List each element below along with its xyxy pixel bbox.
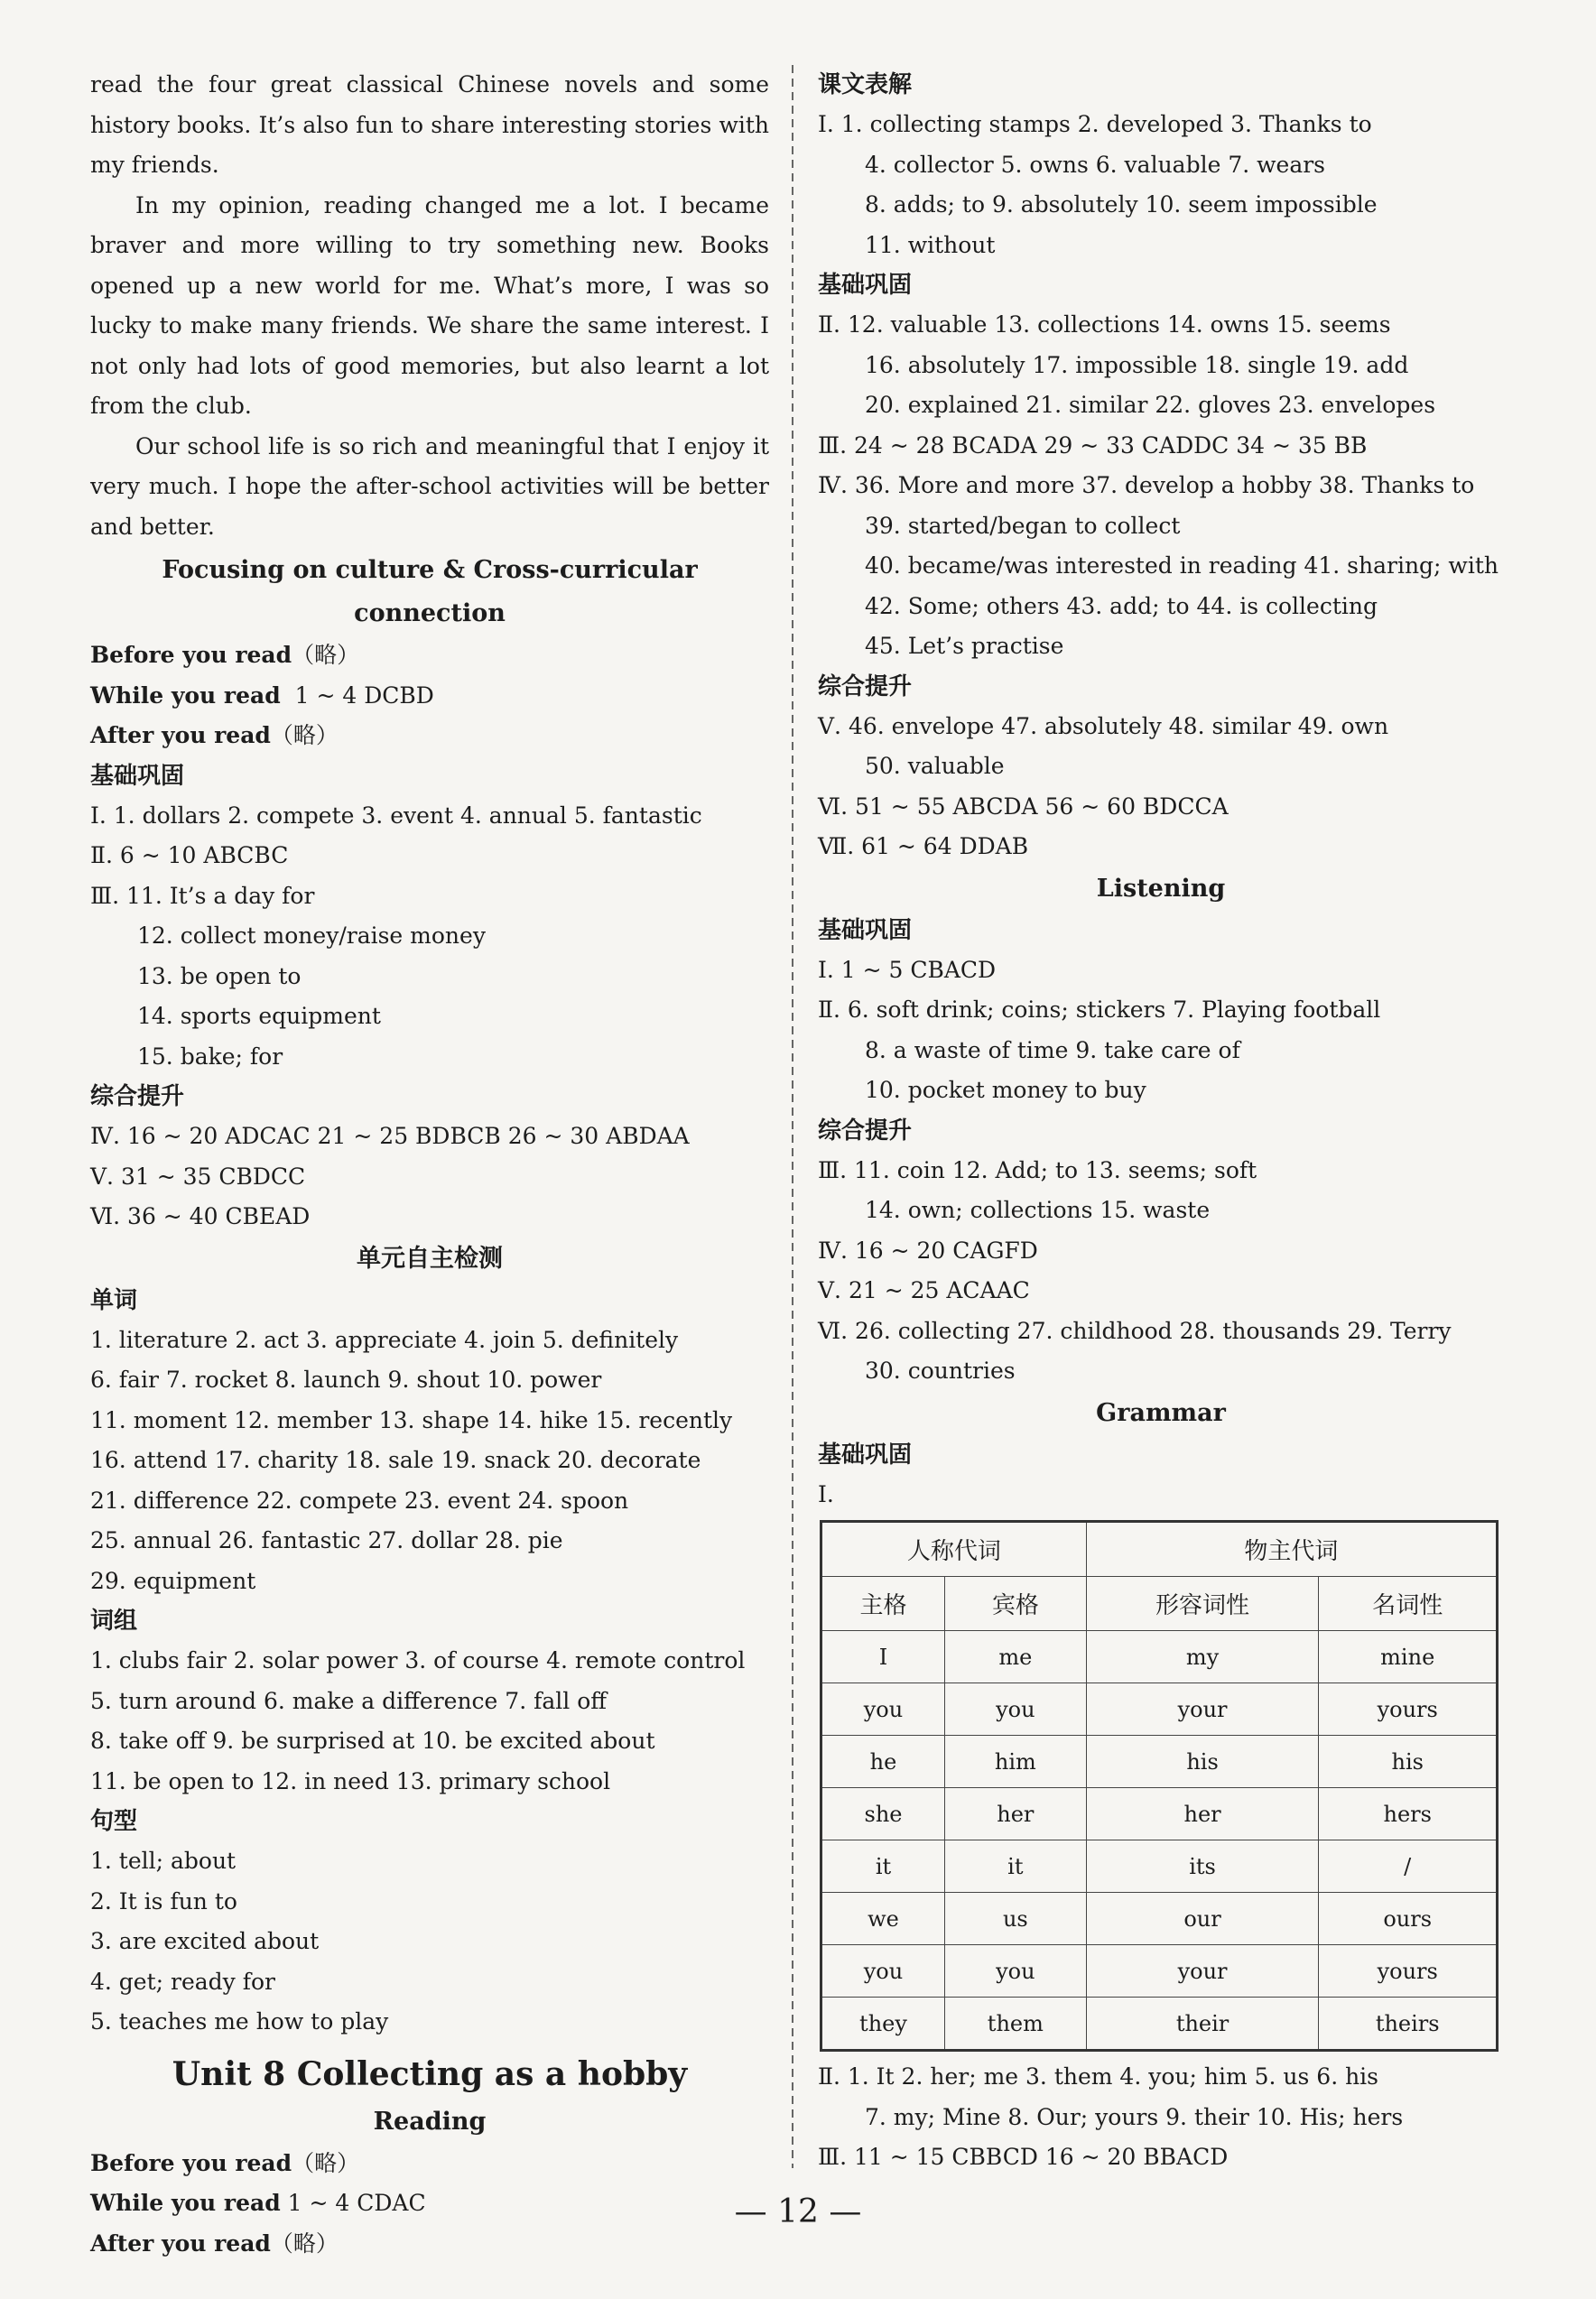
table-cell: her xyxy=(1086,1788,1319,1840)
table-cell: yours xyxy=(1319,1683,1498,1736)
answer-line: 3. are excited about xyxy=(90,1928,320,1954)
heading-basic: 基础巩固 xyxy=(818,916,913,944)
essay-paragraph: read the four great classical Chinese novels and some history books. It’s also fun to share interesting stories with my friends. xyxy=(90,71,769,178)
heading-basic: 基础巩固 xyxy=(818,272,913,299)
heading-comprehensive: 综合提升 xyxy=(90,1083,185,1110)
answer-line: 5. teaches me how to play xyxy=(90,2008,389,2035)
answer-line: 2. It is fun to xyxy=(90,1887,237,1914)
heading-words: 单词 xyxy=(90,1286,138,1314)
answer-line: 1. clubs fair 2. solar power 3. of course 4. remote control xyxy=(90,1647,746,1673)
column-divider xyxy=(792,65,793,2168)
heading-comprehensive: 综合提升 xyxy=(818,672,913,700)
label-before-you-read: Before you read xyxy=(90,2149,292,2176)
heading-basic: 基础巩固 xyxy=(818,1441,913,1469)
answer-line: 14. own; collections 15. waste xyxy=(865,1197,1211,1223)
table-cell: my xyxy=(1086,1631,1319,1683)
answer-line: Ⅰ. 1. collecting stamps 2. developed 3. Thanks to xyxy=(818,111,1372,137)
essay-paragraph: Our school life is so rich and meaningful that I enjoy it very much. I hope the after-school activities will be better and better. xyxy=(90,432,769,540)
table-cell: she xyxy=(821,1788,945,1840)
answer-line: 45. Let’s practise xyxy=(865,633,1064,659)
label-while-you-read: While you read xyxy=(90,681,281,709)
table-group-header: 物主代词 xyxy=(1086,1522,1497,1577)
answer-line: 40. became/was interested in reading 41. sharing; with xyxy=(865,552,1499,579)
table-cell: me xyxy=(944,1631,1086,1683)
table-cell: you xyxy=(821,1683,945,1736)
label-after-you-read: After you read xyxy=(90,2229,271,2257)
answer-line: Ⅰ. xyxy=(818,1480,834,1507)
table-cell: him xyxy=(944,1736,1086,1788)
answer-before-you-read: （略） xyxy=(292,642,360,668)
answer-line: Ⅳ. 36. More and more 37. develop a hobby 38. Thanks to xyxy=(818,472,1475,498)
answer-line: Ⅴ. 21 ~ 25 ACAAC xyxy=(818,1277,1030,1303)
answer-line: Ⅰ. 1. dollars 2. compete 3. event 4. annual 5. fantastic xyxy=(90,802,702,829)
answer-line: 42. Some; others 43. add; to 44. is collecting xyxy=(865,592,1378,619)
table-cell: your xyxy=(1086,1945,1319,1998)
answer-line: 11. be open to 12. in need 13. primary school xyxy=(90,1767,611,1794)
right-column xyxy=(818,65,1504,2178)
answer-line: 8. adds; to 9. absolutely 10. seem impossible xyxy=(865,191,1378,218)
table-cell: you xyxy=(944,1683,1086,1736)
table-row xyxy=(821,1683,1498,1736)
answer-line: Ⅵ. 51 ~ 55 ABCDA 56 ~ 60 BDCCA xyxy=(818,793,1229,820)
answer-line: 13. be open to xyxy=(137,962,302,989)
section-title-reading: Reading xyxy=(373,2107,487,2136)
table-cell: I xyxy=(821,1631,945,1683)
answer-line: 1. literature 2. act 3. appreciate 4. join 5. definitely xyxy=(90,1326,679,1353)
label-after-you-read: After you read xyxy=(90,722,271,748)
answer-after-you-read: （略） xyxy=(270,2229,339,2257)
table-column-header: 宾格 xyxy=(944,1577,1086,1631)
pronoun-table xyxy=(820,1520,1499,2052)
table-cell: our xyxy=(1086,1893,1319,1945)
answer-line: 21. difference 22. compete 23. event 24. spoon xyxy=(90,1487,629,1514)
table-cell: it xyxy=(944,1840,1086,1893)
heading-sentences: 句型 xyxy=(90,1808,138,1835)
answer-line: 8. a waste of time 9. take care of xyxy=(865,1036,1240,1063)
answer-line: 8. take off 9. be surprised at 10. be excited about xyxy=(90,1728,655,1754)
table-cell: hers xyxy=(1319,1788,1498,1840)
table-column-header: 主格 xyxy=(821,1577,945,1631)
answer-line: 25. annual 26. fantastic 27. dollar 28. pie xyxy=(90,1527,563,1553)
answer-line: 4. get; ready for xyxy=(90,1968,275,1995)
answer-line: 14. sports equipment xyxy=(137,1003,381,1029)
answer-line: Ⅱ. 12. valuable 13. collections 14. owns 15. seems xyxy=(818,311,1391,338)
table-row xyxy=(821,1840,1498,1893)
table-cell: your xyxy=(1086,1683,1319,1736)
answer-line: Ⅱ. 1. It 2. her; me 3. them 4. you; him 5. us 6. his xyxy=(818,2063,1379,2090)
section-title-listening: Listening xyxy=(1096,874,1226,903)
answer-line: 16. absolutely 17. impossible 18. single 19. add xyxy=(865,351,1409,378)
answer-line: Ⅲ. 24 ~ 28 BCADA 29 ~ 33 CADDC 34 ~ 35 BB xyxy=(818,431,1368,459)
answer-line: 11. without xyxy=(865,231,996,258)
table-cell: theirs xyxy=(1319,1998,1498,2051)
essay-paragraph: In my opinion, reading changed me a lot. I became braver and more willing to try something new. Books opened up a new world for me. What’s more, I was so lucky to make many friends. We share the same interest. I not only had lots of good memories, but also learnt a lot from the club. xyxy=(90,191,769,419)
heading-comprehensive: 综合提升 xyxy=(818,1117,913,1145)
answer-line: 5. turn around 6. make a difference 7. fall off xyxy=(90,1687,608,1714)
answer-line: 11. moment 12. member 13. shape 14. hike 15. recently xyxy=(90,1406,733,1433)
table-row xyxy=(821,1631,1498,1683)
answer-line: 29. equipment xyxy=(90,1567,256,1594)
answer-line: Ⅲ. 11 ~ 15 CBBCD 16 ~ 20 BBACD xyxy=(818,2144,1229,2170)
answer-line: 10. pocket money to buy xyxy=(865,1077,1146,1103)
table-cell: ours xyxy=(1319,1893,1498,1945)
table-cell: her xyxy=(944,1788,1086,1840)
label-while-you-read: While you read xyxy=(90,2190,281,2216)
answer-line: Ⅳ. 16 ~ 20 CAGFD xyxy=(818,1237,1038,1264)
heading-text-explain: 课文表解 xyxy=(818,71,913,98)
heading-basic: 基础巩固 xyxy=(90,762,185,790)
essay-text xyxy=(90,65,769,547)
table-column-header: 名词性 xyxy=(1319,1577,1498,1631)
table-cell: their xyxy=(1086,1998,1319,2051)
table-cell: you xyxy=(944,1945,1086,1998)
table-cell: mine xyxy=(1319,1631,1498,1683)
table-cell: it xyxy=(821,1840,945,1893)
answer-line: 1. tell; about xyxy=(90,1848,237,1874)
answer-line: Ⅴ. 31 ~ 35 CBDCC xyxy=(90,1163,306,1190)
section-title-self-test: 单元自主检测 xyxy=(357,1244,503,1273)
answer-line: Ⅳ. 16 ~ 20 ADCAC 21 ~ 25 BDBCB 26 ~ 30 ABDAA xyxy=(90,1123,690,1149)
table-group-header: 人称代词 xyxy=(821,1522,1087,1577)
answer-line: 50. valuable xyxy=(865,753,1005,779)
page-number: — 12 — xyxy=(734,2193,862,2230)
answer-while-you-read: 1 ~ 4 CDAC xyxy=(287,2190,426,2216)
table-body xyxy=(821,1631,1498,2051)
table-row xyxy=(821,1998,1498,2051)
answer-line: Ⅴ. 46. envelope 47. absolutely 48. similar 49. own xyxy=(818,712,1389,739)
answer-line: 15. bake; for xyxy=(137,1043,283,1070)
answer-line: 30. countries xyxy=(865,1358,1016,1384)
answer-line: 39. started/began to collect xyxy=(865,512,1181,539)
answer-while-you-read: 1 ~ 4 DCBD xyxy=(294,681,434,709)
table-column-header: 形容词性 xyxy=(1086,1577,1319,1631)
answer-line: 4. collector 5. owns 6. valuable 7. wears xyxy=(865,151,1326,178)
table-cell: his xyxy=(1319,1736,1498,1788)
table-row xyxy=(821,1893,1498,1945)
table-row xyxy=(821,1736,1498,1788)
answer-line: 16. attend 17. charity 18. sale 19. snack 20. decorate xyxy=(90,1447,701,1473)
unit-title: Unit 8 Collecting as a hobby xyxy=(172,2054,688,2093)
answer-line: 20. explained 21. similar 22. gloves 23. envelopes xyxy=(865,392,1436,418)
section-title-focus: Focusing on culture & Cross-curricular connection xyxy=(162,556,698,627)
section-title-grammar: Grammar xyxy=(1096,1398,1226,1427)
table-cell: he xyxy=(821,1736,945,1788)
answer-line: Ⅶ. 61 ~ 64 DDAB xyxy=(818,833,1029,859)
answer-line: Ⅱ. 6. soft drink; coins; stickers 7. Playing football xyxy=(818,997,1381,1023)
table-cell: his xyxy=(1086,1736,1319,1788)
table-cell: its xyxy=(1086,1840,1319,1893)
answer-line: Ⅵ. 36 ~ 40 CBEAD xyxy=(90,1203,311,1229)
answer-line: 7. my; Mine 8. Our; yours 9. their 10. His; hers xyxy=(865,2103,1404,2130)
table-cell: them xyxy=(944,1998,1086,2051)
answer-line: Ⅲ. 11. It’s a day for xyxy=(90,882,315,909)
label-before-you-read: Before you read xyxy=(90,642,292,668)
table-group-header-row xyxy=(821,1522,1498,1577)
table-cell: us xyxy=(944,1893,1086,1945)
left-column xyxy=(90,65,769,2264)
table-row xyxy=(821,1788,1498,1840)
table-cell: yours xyxy=(1319,1945,1498,1998)
table-header-row xyxy=(821,1577,1498,1631)
answer-line: Ⅵ. 26. collecting 27. childhood 28. thousands 29. Terry xyxy=(818,1317,1452,1344)
answer-line: 12. collect money/raise money xyxy=(137,922,486,949)
table-row xyxy=(821,1945,1498,1998)
table-cell: they xyxy=(821,1998,945,2051)
table-cell: / xyxy=(1319,1840,1498,1893)
table-cell: you xyxy=(821,1945,945,1998)
answer-line: Ⅱ. 6 ~ 10 ABCBC xyxy=(90,842,289,868)
heading-phrases: 词组 xyxy=(90,1608,138,1635)
answer-before-you-read: （略） xyxy=(292,2149,360,2176)
answer-line: Ⅰ. 1 ~ 5 CBACD xyxy=(818,956,997,983)
answer-line: Ⅲ. 11. coin 12. Add; to 13. seems; soft xyxy=(818,1156,1257,1183)
table-cell: we xyxy=(821,1893,945,1945)
answer-after-you-read: （略） xyxy=(270,722,339,748)
answer-line: 6. fair 7. rocket 8. launch 9. shout 10. power xyxy=(90,1367,602,1393)
